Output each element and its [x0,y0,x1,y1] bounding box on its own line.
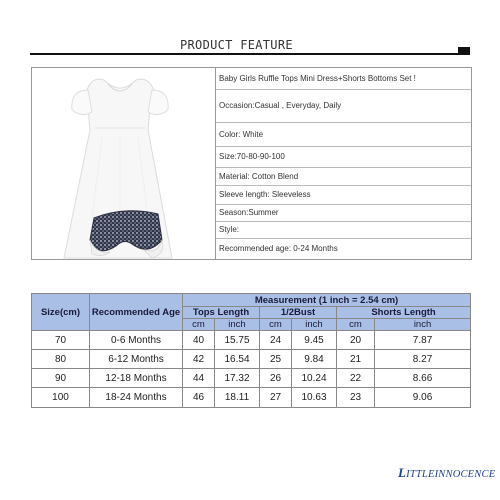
unit-inch: inch [375,319,471,331]
title-underline-notch [458,47,470,53]
table-cell: 27 [260,388,292,408]
feature-color: Color: White [216,123,471,147]
feature-sleeve: Sleeve length: Sleeveless [216,186,471,205]
table-cell: 70 [32,331,90,350]
table-cell: 23 [337,388,375,408]
feature-season: Season:Summer [216,205,471,222]
table-cell: 8.27 [375,350,471,369]
table-cell: 26 [260,369,292,388]
table-cell: 12-18 Months [90,369,183,388]
table-cell: 9.45 [292,331,337,350]
table-cell: 22 [337,369,375,388]
unit-cm: cm [260,319,292,331]
table-cell: 25 [260,350,292,369]
unit-cm: cm [183,319,215,331]
table-cell: 42 [183,350,215,369]
unit-cm: cm [337,319,375,331]
table-row [32,369,471,388]
table-cell: 0-6 Months [90,331,183,350]
product-photo [32,68,215,259]
col-header-size: Size(cm) [32,294,90,331]
feature-occasion: Occasion:Casual , Everyday, Daily [216,90,471,123]
table-cell: 18.11 [215,388,260,408]
section-header [30,30,470,60]
unit-inch: inch [215,319,260,331]
feature-title: Baby Girls Ruffle Tops Mini Dress+Shorts Bottoms Set ! [216,68,471,90]
col-group-half-bust: 1/2Bust [260,307,337,319]
size-chart-table [31,293,471,408]
col-group-tops-length: Tops Length [183,307,260,319]
feature-age: Recommended age: 0-24 Months [219,244,338,253]
table-cell: 21 [337,350,375,369]
brand-name: ITTLEINNOCENCE [406,469,496,480]
table-cell: 9.06 [375,388,471,408]
table-cell: 10.24 [292,369,337,388]
col-header-age: Recommended Age [90,294,183,331]
table-cell: 7.87 [375,331,471,350]
table-row [32,350,471,369]
table-cell: 100 [32,388,90,408]
table-cell: 17.32 [215,369,260,388]
table-cell: 9.84 [292,350,337,369]
table-cell: 46 [183,388,215,408]
table-cell: 16.54 [215,350,260,369]
table-cell: 40 [183,331,215,350]
unit-inch: inch [292,319,337,331]
table-row [32,331,471,350]
table-cell: 90 [32,369,90,388]
title-underline [30,53,470,55]
table-cell: 8.66 [375,369,471,388]
table-cell: 24 [260,331,292,350]
feature-material: Material: Cotton Blend [216,168,471,186]
feature-list [216,68,471,259]
feature-style: Style: [216,222,471,239]
feature-size: Size:70-80-90-100 [216,147,471,168]
col-group-shorts-length: Shorts Length [337,307,471,319]
table-row [32,388,471,408]
table-cell: 15.75 [215,331,260,350]
table-cell: 44 [183,369,215,388]
table-cell: 80 [32,350,90,369]
table-cell: 10.63 [292,388,337,408]
table-cell: 20 [337,331,375,350]
product-feature-box [31,67,472,260]
page-title: PRODUCT FEATURE [180,38,293,52]
brand-watermark [398,465,495,481]
col-header-measurement: Measurement (1 inch = 2.54 cm) [183,294,471,307]
table-cell: 6-12 Months [90,350,183,369]
table-cell: 18-24 Months [90,388,183,408]
brand-initial: L [398,465,407,480]
product-image [32,68,216,259]
